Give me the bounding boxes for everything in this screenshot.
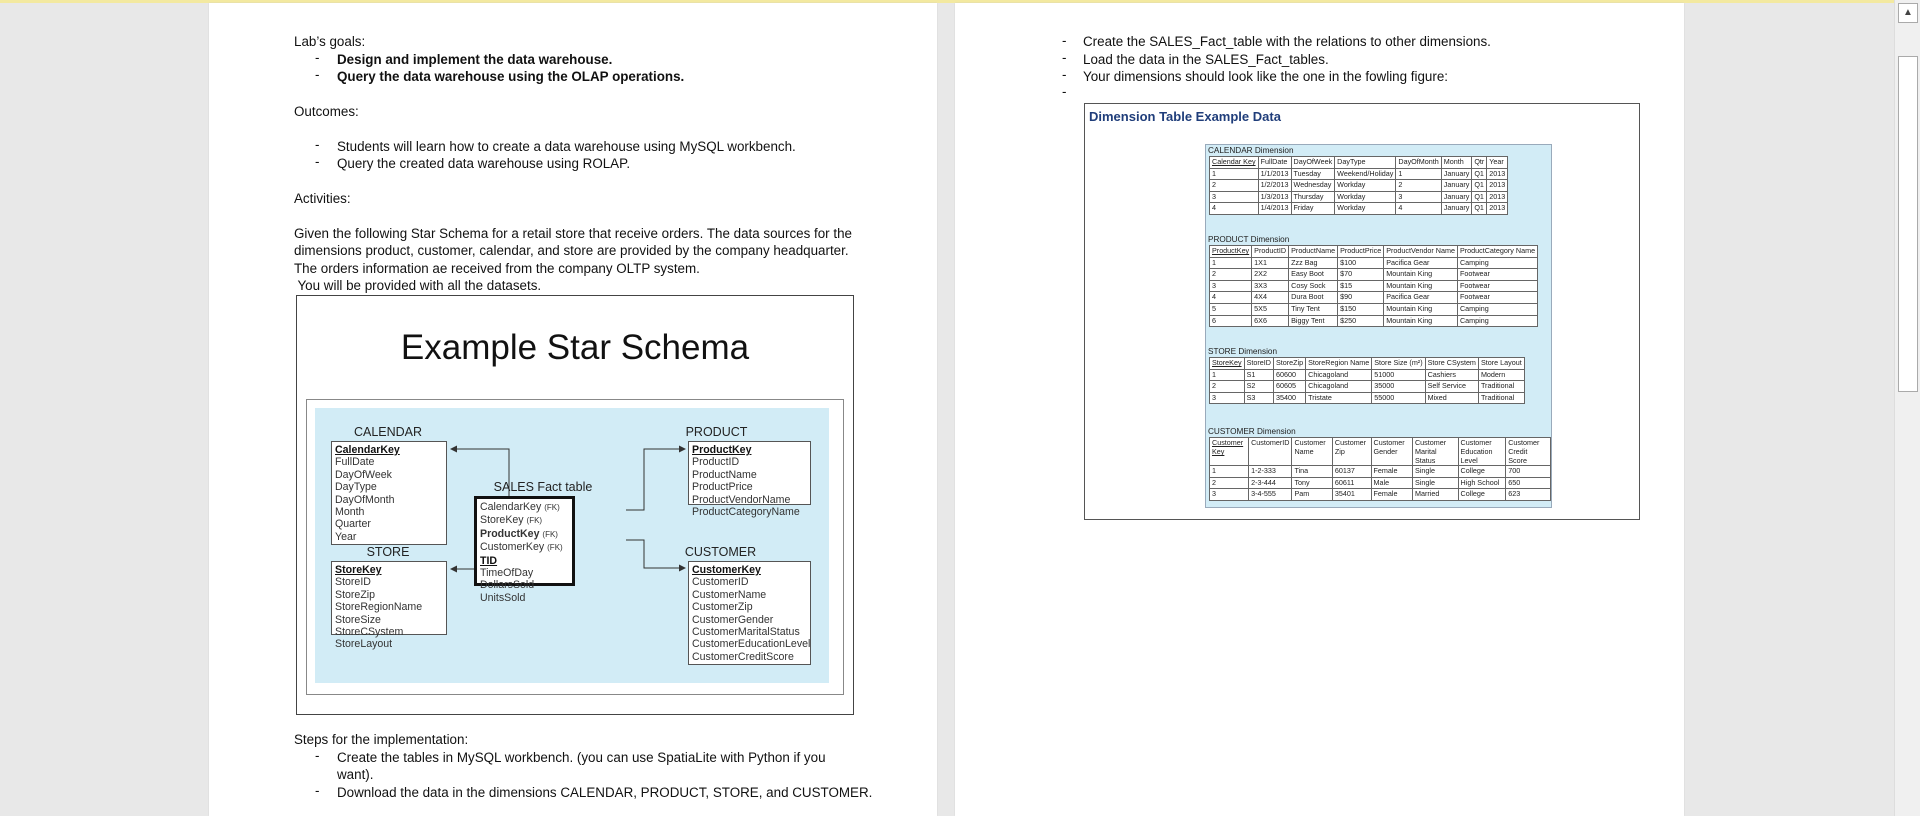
activities-paragraph-line: dimensions product, customer, calendar, and store are provided by the company headquarter.	[294, 243, 849, 258]
store-field: StoreSize	[335, 613, 381, 626]
table-row	[1210, 392, 1525, 404]
document-page-2	[955, 3, 1684, 816]
customer-field: CustomerGender	[692, 613, 774, 626]
column-header: ProductID	[1252, 246, 1289, 258]
table-cell: Footwear	[1457, 269, 1537, 281]
column-header: ProductCategory Name	[1457, 246, 1537, 258]
step-item-line: Create the tables in MySQL workbench. (you can use SpatiaLite with Python if you	[337, 750, 826, 765]
bullet-dash: -	[315, 154, 320, 169]
table-cell: 3	[1396, 191, 1441, 203]
customer-field: CustomerID	[692, 576, 749, 589]
table-cell: Workday	[1335, 203, 1396, 215]
schema-diagram-frame	[306, 399, 844, 695]
table-cell: 2-3-444	[1249, 477, 1292, 489]
table-cell: Footwear	[1457, 292, 1537, 304]
column-header: Customer Key	[1210, 438, 1249, 466]
schema-diagram-background	[315, 408, 829, 683]
table-cell: College	[1458, 466, 1506, 478]
table-cell: Single	[1412, 477, 1458, 489]
outcome-item: Students will learn how to create a data warehouse using MySQL workbench.	[337, 139, 796, 154]
store-key-field: StoreKey	[335, 564, 382, 576]
activities-heading: Activities:	[294, 191, 351, 206]
bullet-dash: -	[1062, 84, 1067, 99]
table-cell: Mixed	[1425, 392, 1478, 404]
table-cell: 60600	[1273, 369, 1305, 381]
table-cell: 4	[1210, 292, 1252, 304]
table-cell: Tiny Tent	[1289, 303, 1338, 315]
table-header-row	[1210, 157, 1508, 169]
fact-fk-field: ProductKey (FK)	[480, 527, 558, 540]
table-cell: 2	[1210, 381, 1245, 393]
table-cell: 60611	[1332, 477, 1371, 489]
table-cell: Camping	[1457, 303, 1537, 315]
table-cell: Single	[1412, 466, 1458, 478]
customer-field: CustomerZip	[692, 601, 753, 614]
store-table	[331, 561, 447, 651]
bullet-dash: -	[315, 748, 320, 763]
table-cell: $250	[1338, 315, 1384, 327]
table-cell: Male	[1371, 477, 1412, 489]
table-cell: College	[1458, 489, 1506, 501]
table-cell: 4	[1396, 203, 1441, 215]
table-cell: 51000	[1372, 369, 1425, 381]
column-header: StoreZip	[1273, 358, 1305, 370]
calendar-field: DayOfMonth	[335, 493, 395, 506]
table-row	[1210, 466, 1551, 478]
table-cell: 3	[1210, 191, 1259, 203]
scroll-up-arrow-icon[interactable]: ▲	[1898, 3, 1918, 23]
table-cell: 35000	[1372, 381, 1425, 393]
table-cell: Traditional	[1478, 381, 1524, 393]
table-cell: Q1	[1472, 203, 1487, 215]
table-cell: 60605	[1273, 381, 1305, 393]
fact-fk-field: CustomerKey (FK)	[480, 541, 563, 554]
table-cell: January	[1441, 168, 1472, 180]
table-cell: Married	[1412, 489, 1458, 501]
table-cell: Thursday	[1291, 191, 1335, 203]
table-cell: 35401	[1332, 489, 1371, 501]
column-header: DayType	[1335, 157, 1396, 169]
calendar-field: DayType	[335, 481, 377, 494]
column-header: StoreID	[1244, 358, 1273, 370]
table-cell: Pacifica Gear	[1384, 257, 1458, 269]
column-header: Store CSystem	[1425, 358, 1478, 370]
step-item-line: Download the data in the dimensions CALENDAR, PRODUCT, STORE, and CUSTOMER.	[337, 785, 873, 800]
table-row	[1210, 257, 1538, 269]
table-cell: 2013	[1487, 168, 1508, 180]
column-header: Year	[1487, 157, 1508, 169]
table-cell: 2	[1396, 180, 1441, 192]
fact-field: TimeOfDay	[480, 567, 534, 580]
product-field: ProductName	[692, 468, 757, 481]
table-cell: 1	[1210, 257, 1252, 269]
table-cell: Cosy Sock	[1289, 280, 1338, 292]
table-cell: 1/4/2013	[1258, 203, 1291, 215]
outcomes-heading: Outcomes:	[294, 104, 359, 119]
customer-dimension-caption: CUSTOMER Dimension	[1208, 427, 1296, 436]
table-cell: 2013	[1487, 191, 1508, 203]
column-header: Customer Name	[1292, 438, 1332, 466]
bullet-dash: -	[1062, 50, 1067, 65]
calendar-field: Month	[335, 506, 365, 519]
table-cell: Female	[1371, 466, 1412, 478]
table-cell: Q1	[1472, 168, 1487, 180]
table-cell: 55000	[1372, 392, 1425, 404]
customer-field: CustomerMaritalStatus	[692, 626, 800, 639]
store-field: StoreLayout	[335, 638, 393, 651]
table-row	[1210, 381, 1525, 393]
table-cell: 3	[1210, 280, 1252, 292]
table-cell: Chicagoland	[1306, 381, 1372, 393]
document-page-1	[209, 3, 937, 816]
table-cell: Tristate	[1306, 392, 1372, 404]
product-relationship-line	[626, 449, 685, 510]
fact-key-field: TID	[480, 554, 498, 567]
table-header-row	[1210, 438, 1551, 466]
table-cell: Wednesday	[1291, 180, 1335, 192]
table-cell: Tony	[1292, 477, 1332, 489]
step-item-line: want).	[337, 767, 374, 782]
store-field: StoreCSystem	[335, 626, 404, 639]
table-cell: 3	[1210, 489, 1249, 501]
scrollbar-thumb[interactable]	[1898, 56, 1918, 392]
table-cell: January	[1441, 203, 1472, 215]
column-header: Store Layout	[1478, 358, 1524, 370]
table-cell: 5X5	[1252, 303, 1289, 315]
column-header: StoreRegion Name	[1306, 358, 1372, 370]
table-cell: 700	[1506, 466, 1551, 478]
column-header: Customer Credit Score	[1506, 438, 1551, 466]
column-header: StoreKey	[1210, 358, 1245, 370]
product-dimension-caption: PRODUCT Dimension	[1208, 235, 1290, 244]
table-row	[1210, 280, 1538, 292]
store-field: StoreRegionName	[335, 601, 423, 614]
column-header: ProductName	[1289, 246, 1338, 258]
customer-table-title: CUSTOMER	[684, 545, 757, 559]
table-cell: 1	[1210, 369, 1245, 381]
bullet-dash: -	[315, 50, 320, 65]
table-cell: $70	[1338, 269, 1384, 281]
table-header-row	[1210, 358, 1525, 370]
table-row	[1210, 315, 1538, 327]
table-cell: 1/2/2013	[1258, 180, 1291, 192]
table-cell: S2	[1244, 381, 1273, 393]
table-row	[1210, 477, 1551, 489]
customer-table	[688, 561, 811, 665]
table-cell: 4	[1210, 203, 1259, 215]
column-header: DayOfWeek	[1291, 157, 1335, 169]
table-cell: 60137	[1332, 466, 1371, 478]
column-header: Calendar Key	[1210, 157, 1259, 169]
table-cell: Biggy Tent	[1289, 315, 1338, 327]
table-cell: 1/1/2013	[1258, 168, 1291, 180]
table-cell: 5	[1210, 303, 1252, 315]
column-header: ProductPrice	[1338, 246, 1384, 258]
column-header: ProductKey	[1210, 246, 1252, 258]
table-cell: High School	[1458, 477, 1506, 489]
table-cell: Camping	[1457, 257, 1537, 269]
product-field: ProductPrice	[692, 481, 753, 494]
column-header: FullDate	[1258, 157, 1291, 169]
column-header: Customer Marital Status	[1412, 438, 1458, 466]
table-cell: Workday	[1335, 180, 1396, 192]
table-cell: Chicagoland	[1306, 369, 1372, 381]
product-dimension-table	[1209, 245, 1538, 327]
table-cell: Female	[1371, 489, 1412, 501]
column-header: Customer Gender	[1371, 438, 1412, 466]
table-cell: 2013	[1487, 203, 1508, 215]
table-cell: 1/3/2013	[1258, 191, 1291, 203]
column-header: Store Size (m²)	[1372, 358, 1425, 370]
calendar-table	[331, 441, 447, 545]
calendar-field: DayOfWeek	[335, 468, 392, 481]
store-field: StoreID	[335, 576, 371, 589]
bullet-dash: -	[1062, 33, 1067, 48]
sales-fact-table	[474, 496, 575, 604]
customer-dimension-table	[1209, 437, 1551, 501]
table-cell: Friday	[1291, 203, 1335, 215]
table-cell: Workday	[1335, 191, 1396, 203]
table-cell: Tuesday	[1291, 168, 1335, 180]
activities-paragraph-line: Given the following Star Schema for a retail store that receive orders. The data sources for the	[294, 226, 852, 241]
table-row	[1210, 292, 1538, 304]
store-table-title: STORE	[366, 545, 410, 559]
table-cell: January	[1441, 191, 1472, 203]
table-cell: Tina	[1292, 466, 1332, 478]
table-cell: $15	[1338, 280, 1384, 292]
calendar-field: FullDate	[335, 456, 375, 469]
vertical-scrollbar[interactable]	[1894, 0, 1920, 816]
table-cell: Mountain King	[1384, 280, 1458, 292]
table-cell: Q1	[1472, 191, 1487, 203]
store-field: StoreZip	[335, 588, 376, 601]
table-cell: $150	[1338, 303, 1384, 315]
column-header: Customer Education Level	[1458, 438, 1506, 466]
table-cell: Modern	[1478, 369, 1524, 381]
table-cell: 1	[1210, 168, 1259, 180]
fact-fk-field: CalendarKey (FK)	[480, 501, 560, 513]
table-cell: 6X6	[1252, 315, 1289, 327]
column-header: Month	[1441, 157, 1472, 169]
table-cell: 2	[1210, 180, 1259, 192]
calendar-field: Quarter	[335, 518, 371, 531]
table-cell: Footwear	[1457, 280, 1537, 292]
table-cell: 1	[1396, 168, 1441, 180]
table-cell: Mountain King	[1384, 269, 1458, 281]
table-cell: Cashiers	[1425, 369, 1478, 381]
customer-field: CustomerCreditScore	[692, 650, 794, 663]
table-cell: 6	[1210, 315, 1252, 327]
calendar-key-field: CalendarKey	[335, 444, 400, 456]
activities-paragraph-line: You will be provided with all the datasets.	[294, 278, 542, 293]
column-header: Customer Zip	[1332, 438, 1371, 466]
bullet-dash: -	[315, 783, 320, 798]
customer-field: CustomerEducationLevel	[692, 638, 811, 651]
customer-key-field: CustomerKey	[692, 564, 761, 576]
table-cell: Easy Boot	[1289, 269, 1338, 281]
table-row	[1210, 203, 1508, 215]
calendar-field: Year	[335, 530, 357, 543]
table-cell: Weekend/Holiday	[1335, 168, 1396, 180]
table-cell: Q1	[1472, 180, 1487, 192]
table-cell: 2	[1210, 477, 1249, 489]
dimension-figure-title: Dimension Table Example Data	[1089, 109, 1281, 124]
customer-field: CustomerName	[692, 588, 767, 601]
table-cell: 2X2	[1252, 269, 1289, 281]
table-cell: 650	[1506, 477, 1551, 489]
product-field: ProductVendorName	[692, 493, 791, 506]
table-cell: Self Service	[1425, 381, 1478, 393]
fact-table-title: SALES Fact table	[493, 480, 593, 494]
table-cell: S1	[1244, 369, 1273, 381]
store-dimension-caption: STORE Dimension	[1208, 347, 1278, 356]
table-cell: 1	[1210, 466, 1249, 478]
table-cell: $100	[1338, 257, 1384, 269]
table-cell: Pacifica Gear	[1384, 292, 1458, 304]
table-cell: Dura Boot	[1289, 292, 1338, 304]
table-header-row	[1210, 246, 1538, 258]
star-schema-figure	[296, 295, 854, 715]
table-row	[1210, 180, 1508, 192]
table-cell: 623	[1506, 489, 1551, 501]
goals-heading: Lab’s goals:	[294, 34, 366, 49]
column-header: DayOfMonth	[1396, 157, 1441, 169]
step-item: Create the SALES_Fact_table with the relations to other dimensions.	[1083, 34, 1491, 49]
product-field: ProductCategoryName	[692, 506, 800, 519]
steps-heading: Steps for the implementation:	[294, 732, 469, 747]
table-cell: 1X1	[1252, 257, 1289, 269]
table-cell: Mountain King	[1384, 303, 1458, 315]
table-cell: 2013	[1487, 180, 1508, 192]
table-cell: Traditional	[1478, 392, 1524, 404]
schema-title: Example Star Schema	[400, 328, 750, 367]
bullet-dash: -	[1062, 67, 1067, 82]
column-header: ProductVendor Name	[1384, 246, 1458, 258]
outcome-item: Query the created data warehouse using ROLAP.	[337, 156, 631, 171]
table-row	[1210, 303, 1538, 315]
calendar-dimension-table	[1209, 156, 1508, 215]
product-field: ProductID	[692, 456, 740, 469]
dimension-example-figure	[1084, 103, 1640, 520]
step-item: Load the data in the SALES_Fact_tables.	[1083, 52, 1329, 67]
table-row	[1210, 191, 1508, 203]
store-dimension-table	[1209, 357, 1525, 404]
calendar-dimension-caption: CALENDAR Dimension	[1208, 146, 1294, 155]
table-row	[1210, 369, 1525, 381]
bullet-dash: -	[315, 137, 320, 152]
product-key-field: ProductKey	[692, 444, 752, 456]
table-cell: 3X3	[1252, 280, 1289, 292]
calendar-table-title: CALENDAR	[353, 425, 423, 439]
table-row	[1210, 269, 1538, 281]
fact-field: DollarsSold	[480, 579, 535, 592]
table-cell: Zzz Bag	[1289, 257, 1338, 269]
step-item: Your dimensions should look like the one in the fowling figure:	[1083, 69, 1448, 84]
table-cell: 1-2-333	[1249, 466, 1292, 478]
product-table	[688, 441, 811, 519]
activities-paragraph-line: The orders information ae received from the company OLTP system.	[294, 261, 700, 276]
table-cell: January	[1441, 180, 1472, 192]
table-row	[1210, 489, 1551, 501]
column-header: CustomerID	[1249, 438, 1292, 466]
table-cell: 3	[1210, 392, 1245, 404]
fact-field: UnitsSold	[480, 591, 526, 604]
column-header: Qtr	[1472, 157, 1487, 169]
table-cell: 4X4	[1252, 292, 1289, 304]
table-cell: $90	[1338, 292, 1384, 304]
dimension-tables-panel	[1205, 144, 1552, 508]
fact-fk-field: StoreKey (FK)	[480, 514, 543, 527]
product-table-title: PRODUCT	[685, 425, 748, 439]
table-cell: S3	[1244, 392, 1273, 404]
goal-item: Design and implement the data warehouse.	[337, 52, 613, 67]
table-cell: Camping	[1457, 315, 1537, 327]
table-cell: 3-4-555	[1249, 489, 1292, 501]
table-cell: Mountain King	[1384, 315, 1458, 327]
goal-item: Query the data warehouse using the OLAP operations.	[337, 69, 685, 84]
table-cell: 35400	[1273, 392, 1305, 404]
bullet-dash: -	[315, 67, 320, 82]
table-row	[1210, 168, 1508, 180]
table-cell: 2	[1210, 269, 1252, 281]
table-cell: Pam	[1292, 489, 1332, 501]
